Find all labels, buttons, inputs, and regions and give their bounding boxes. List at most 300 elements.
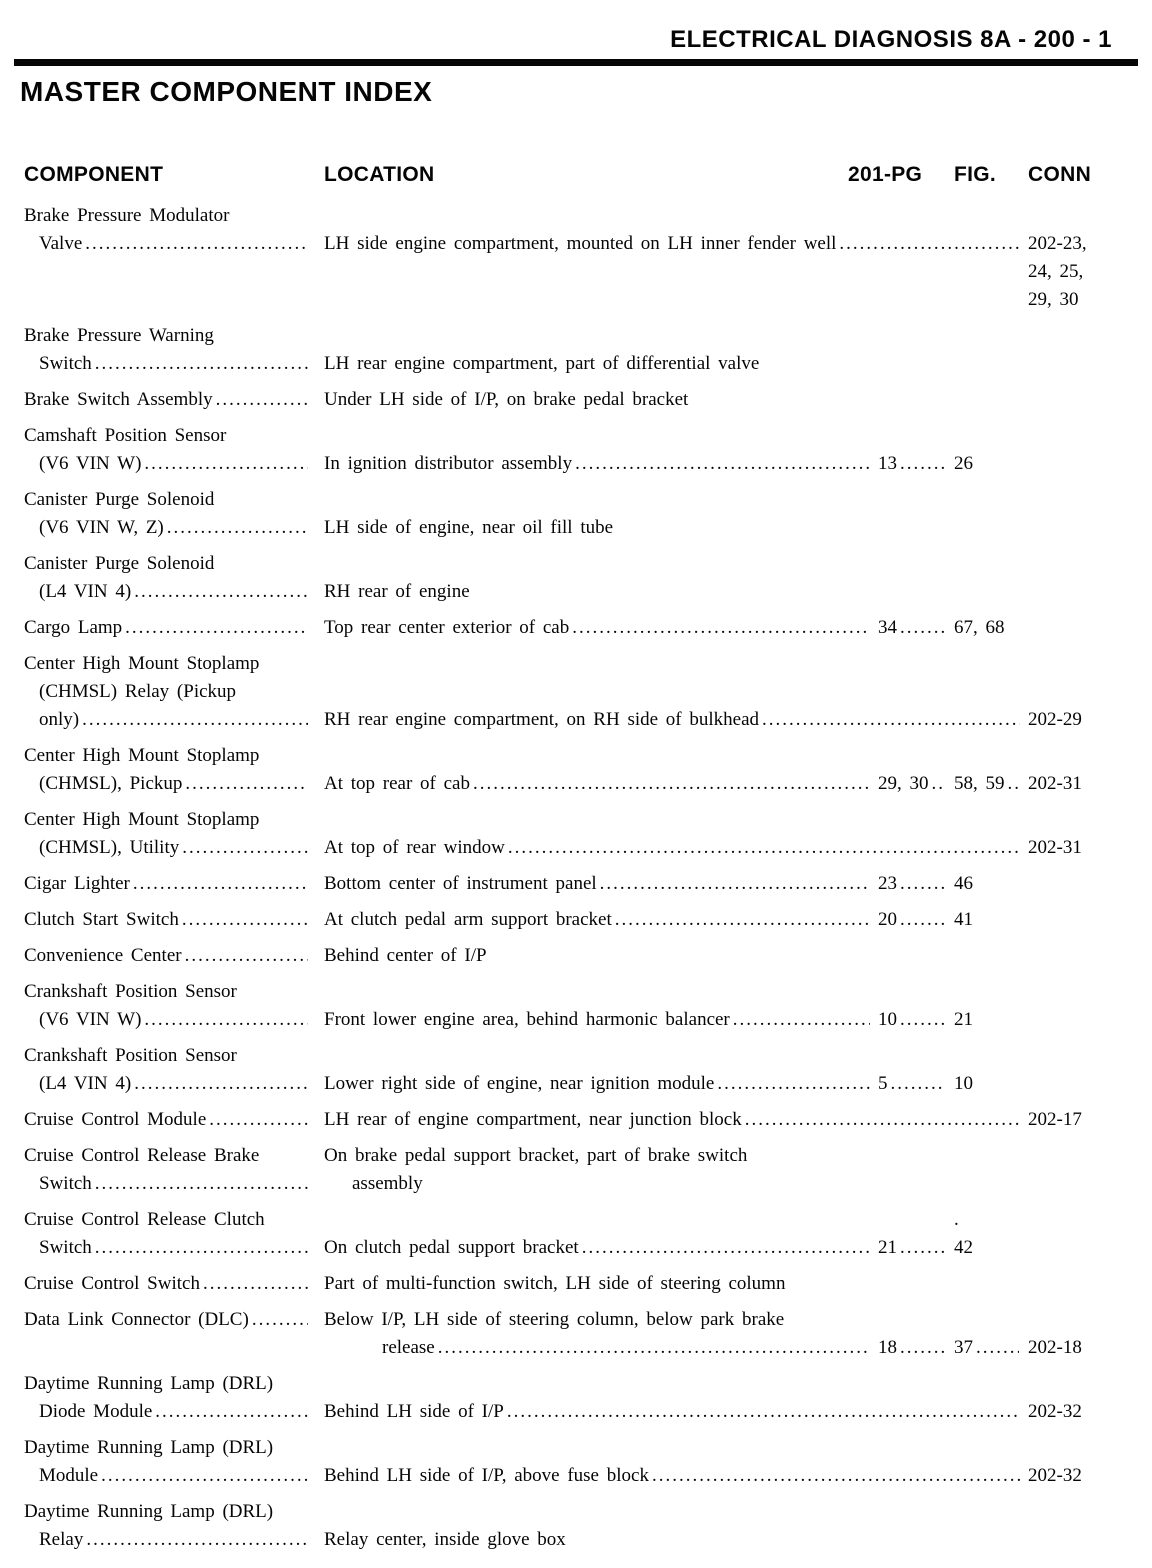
- index-line: [24, 578, 1128, 606]
- component-text: Cruise Control Switch: [24, 1273, 200, 1294]
- location-text: LH side of engine, near oil fill tube: [324, 517, 614, 538]
- dot-leader: [762, 706, 1020, 734]
- component-cell: [24, 1006, 324, 1034]
- component-text: (L4 VIN 4): [39, 581, 132, 602]
- index-entry: [24, 322, 1128, 378]
- index-line: [24, 906, 1128, 934]
- location-cell: [324, 1334, 878, 1362]
- location-cell: [324, 1142, 1128, 1170]
- component-text: Diode Module: [39, 1401, 153, 1422]
- component-text: Canister Purge Solenoid: [24, 489, 215, 510]
- component-text: Cruise Control Release Brake: [24, 1145, 260, 1166]
- component-cell: [24, 770, 324, 798]
- pg-text: 18: [878, 1337, 897, 1358]
- fig-text: 21: [954, 1009, 973, 1030]
- location-cell: [324, 1462, 1028, 1490]
- conn-text: 202-31: [1028, 773, 1082, 794]
- dot-leader: [438, 1334, 870, 1362]
- component-text: Daytime Running Lamp (DRL): [24, 1373, 274, 1394]
- index-line: [24, 1398, 1128, 1426]
- dot-leader: [572, 614, 870, 642]
- index-entry: [24, 978, 1128, 1034]
- dot-leader: [733, 1006, 870, 1034]
- component-cell: [24, 906, 324, 934]
- location-cell: [324, 614, 878, 642]
- component-text: Center High Mount Stoplamp: [24, 653, 260, 674]
- location-text: Top rear center exterior of cab: [324, 617, 570, 638]
- component-text: Valve: [39, 233, 83, 254]
- component-cell: [24, 978, 324, 1006]
- index-entry: [24, 1106, 1128, 1134]
- dot-leader: [1008, 770, 1020, 798]
- index-line: [24, 706, 1128, 734]
- dot-leader: [717, 1070, 870, 1098]
- dot-leader: [932, 770, 946, 798]
- dot-leader: [209, 1106, 308, 1134]
- pg-cell: [878, 770, 954, 798]
- dot-leader: [652, 1462, 1020, 1490]
- index-line: [24, 834, 1128, 862]
- location-cell: [324, 350, 1128, 378]
- component-cell: [24, 450, 324, 478]
- component-text: Crankshaft Position Sensor: [24, 1045, 237, 1066]
- location-text: Under LH side of I/P, on brake pedal bracket: [324, 389, 689, 410]
- dot-leader: [900, 906, 945, 934]
- index-line: [24, 1006, 1128, 1034]
- component-text: (CHMSL) Relay (Pickup: [39, 681, 237, 702]
- pg-text: 10: [878, 1009, 897, 1030]
- pg-cell: [878, 906, 954, 934]
- component-cell: [24, 614, 324, 642]
- index-rows: [24, 202, 1128, 1554]
- dot-leader: [101, 1462, 308, 1490]
- location-cell: [324, 1270, 1128, 1298]
- component-cell: [24, 1498, 324, 1526]
- index-line: [24, 1106, 1128, 1134]
- page-title: MASTER COMPONENT INDEX: [20, 76, 433, 107]
- conn-cell: [1028, 258, 1128, 286]
- dot-leader: [615, 906, 870, 934]
- location-text: At top of rear window: [324, 837, 505, 858]
- index-line: [24, 1142, 1128, 1170]
- location-cell: [324, 906, 878, 934]
- index-entry: [24, 870, 1128, 898]
- dot-leader: [507, 1398, 1020, 1426]
- column-header-location: LOCATION: [324, 163, 435, 186]
- component-cell: [24, 1070, 324, 1098]
- location-cell: [324, 1398, 1028, 1426]
- index-entry: [24, 1042, 1128, 1098]
- location-cell: [324, 578, 1128, 606]
- index-line: [24, 1306, 1128, 1334]
- index-line: [24, 486, 1128, 514]
- component-cell: [24, 650, 324, 678]
- component-cell: [24, 1370, 324, 1398]
- location-text: Bottom center of instrument panel: [324, 873, 597, 894]
- fig-text: 41: [954, 909, 973, 930]
- component-cell: [24, 1106, 324, 1134]
- conn-cell: [1028, 286, 1128, 314]
- component-cell: [24, 1306, 324, 1334]
- header-rule: [14, 59, 1138, 66]
- component-text: (L4 VIN 4): [39, 1073, 132, 1094]
- fig-cell: [954, 906, 1028, 934]
- table-header-row: [24, 162, 1128, 188]
- index-line: [24, 1206, 1128, 1234]
- index-entry: [24, 486, 1128, 542]
- index-line: [24, 978, 1128, 1006]
- index-line: [24, 286, 1128, 314]
- dot-leader: [976, 1334, 1019, 1362]
- component-text: Center High Mount Stoplamp: [24, 745, 260, 766]
- index-line: [24, 450, 1128, 478]
- index-line: [24, 806, 1128, 834]
- conn-cell: [1028, 1334, 1128, 1362]
- dot-leader: [252, 1306, 308, 1334]
- fig-cell: [954, 1206, 1028, 1234]
- dot-leader: [600, 870, 870, 898]
- location-cell: [324, 1006, 878, 1034]
- dot-leader: [134, 1070, 308, 1098]
- component-cell: [24, 422, 324, 450]
- pg-cell: [878, 614, 954, 642]
- component-text: Daytime Running Lamp (DRL): [24, 1501, 274, 1522]
- conn-text: 202-17: [1028, 1109, 1082, 1130]
- dot-leader: [900, 450, 945, 478]
- dot-leader: [900, 1334, 945, 1362]
- pg-text: 13: [878, 453, 897, 474]
- dot-leader: [95, 1234, 308, 1262]
- index-entry: [24, 1434, 1128, 1490]
- component-text: Convenience Center: [24, 945, 182, 966]
- component-text: Cruise Control Release Clutch: [24, 1209, 265, 1230]
- component-text: Module: [39, 1465, 99, 1486]
- fig-cell: [954, 770, 1028, 798]
- column-header-conn: CONN: [1028, 163, 1092, 186]
- component-cell: [24, 1142, 324, 1170]
- index-line: [24, 770, 1128, 798]
- dot-leader: [891, 1070, 946, 1098]
- location-text: Behind LH side of I/P: [324, 1401, 504, 1422]
- location-cell: [324, 942, 1128, 970]
- location-text: On brake pedal support bracket, part of brake switch: [324, 1145, 748, 1166]
- pg-text: 29, 30: [878, 773, 929, 794]
- dot-leader: [745, 1106, 1020, 1134]
- dot-leader: [473, 770, 870, 798]
- index-line: [24, 202, 1128, 230]
- component-text: Cargo Lamp: [24, 617, 123, 638]
- location-text: Below I/P, LH side of steering column, below park brake: [324, 1309, 785, 1330]
- location-cell: [324, 1234, 878, 1262]
- component-text: Brake Switch Assembly: [24, 389, 213, 410]
- index-entry: [24, 422, 1128, 478]
- component-cell: [24, 870, 324, 898]
- dot-leader: [95, 1170, 308, 1198]
- conn-text: 29, 30: [1028, 289, 1079, 310]
- fig-cell: [954, 1070, 1028, 1098]
- fig-cell: [954, 1234, 1028, 1262]
- dot-leader: [125, 614, 308, 642]
- component-cell: [24, 322, 324, 350]
- dot-leader: [144, 450, 308, 478]
- location-text: LH side engine compartment, mounted on LH inner fender well: [324, 233, 837, 254]
- pg-cell: [878, 450, 954, 478]
- component-text: only): [39, 709, 80, 730]
- index-line: [24, 942, 1128, 970]
- dot-leader: [85, 230, 308, 258]
- index-line: [24, 422, 1128, 450]
- component-cell: [24, 1526, 324, 1554]
- component-text: (CHMSL), Pickup: [39, 773, 183, 794]
- component-cell: [24, 514, 324, 542]
- component-cell: [24, 678, 324, 706]
- component-text: Brake Pressure Modulator: [24, 205, 230, 226]
- component-cell: [24, 230, 324, 258]
- index-entry: [24, 1270, 1128, 1298]
- fig-cell: [954, 1006, 1028, 1034]
- dot-leader: [575, 450, 870, 478]
- component-text: (CHMSL), Utility: [39, 837, 180, 858]
- component-text: Switch: [39, 1173, 92, 1194]
- dot-leader: [582, 1234, 870, 1262]
- component-cell: [24, 1234, 324, 1262]
- component-cell: [24, 942, 324, 970]
- index-line: [24, 678, 1128, 706]
- index-line: [24, 742, 1128, 770]
- location-cell: [324, 1306, 1128, 1334]
- location-text: release: [382, 1337, 435, 1358]
- location-cell: [324, 706, 1028, 734]
- location-cell: [324, 514, 1128, 542]
- conn-cell: [1028, 770, 1128, 798]
- dot-leader: [900, 614, 945, 642]
- component-cell: [24, 806, 324, 834]
- index-line: [24, 650, 1128, 678]
- index-line: [24, 230, 1128, 258]
- index-entry: [24, 1306, 1128, 1362]
- component-text: (V6 VIN W): [39, 453, 142, 474]
- component-text: Crankshaft Position Sensor: [24, 981, 237, 1002]
- conn-text: 24, 25,: [1028, 261, 1084, 282]
- location-text: Front lower engine area, behind harmonic balancer: [324, 1009, 730, 1030]
- location-text: RH rear of engine: [324, 581, 470, 602]
- component-text: Daytime Running Lamp (DRL): [24, 1437, 274, 1458]
- dot-leader: [900, 870, 945, 898]
- component-cell: [24, 1042, 324, 1070]
- index-entry: [24, 806, 1128, 862]
- dot-leader: [182, 906, 308, 934]
- conn-text: 202-29: [1028, 709, 1082, 730]
- pg-text: 23: [878, 873, 897, 894]
- location-text: On clutch pedal support bracket: [324, 1237, 579, 1258]
- component-cell: [24, 706, 324, 734]
- location-text: At clutch pedal arm support bracket: [324, 909, 612, 930]
- index-line: [24, 350, 1128, 378]
- component-text: Brake Pressure Warning: [24, 325, 214, 346]
- dot-leader: [82, 706, 308, 734]
- dot-leader: [203, 1270, 308, 1298]
- dot-leader: [508, 834, 1020, 862]
- dot-leader: [144, 1006, 308, 1034]
- index-entry: [24, 650, 1128, 734]
- pg-cell: [878, 1334, 954, 1362]
- location-cell: [324, 386, 1128, 414]
- component-cell: [24, 1170, 324, 1198]
- location-text: Part of multi-function switch, LH side of steering column: [324, 1273, 786, 1294]
- index-line: [24, 1526, 1128, 1554]
- index-line: [24, 1498, 1128, 1526]
- component-cell: [24, 202, 324, 230]
- index-line: [24, 1370, 1128, 1398]
- pg-text: 34: [878, 617, 897, 638]
- pg-cell: [878, 1234, 954, 1262]
- index-line: [24, 614, 1128, 642]
- fig-text: 42: [954, 1237, 973, 1258]
- component-cell: [24, 386, 324, 414]
- component-cell: [24, 742, 324, 770]
- component-cell: [24, 578, 324, 606]
- index-entry: [24, 386, 1128, 414]
- pg-cell: [878, 1006, 954, 1034]
- dot-leader: [95, 350, 308, 378]
- location-cell: [324, 770, 878, 798]
- index-entry: [24, 742, 1128, 798]
- dot-leader: [86, 1526, 308, 1554]
- index-entry: [24, 942, 1128, 970]
- component-text: (V6 VIN W, Z): [39, 517, 164, 538]
- location-text: Lower right side of engine, near ignition module: [324, 1073, 715, 1094]
- column-header-pg: 201-PG: [848, 163, 923, 186]
- index-line: [24, 1334, 1128, 1362]
- fig-text: 46: [954, 873, 973, 894]
- conn-text: 202-31: [1028, 837, 1082, 858]
- index-entry: [24, 1498, 1128, 1554]
- location-cell: [324, 450, 878, 478]
- page-header-text: ELECTRICAL DIAGNOSIS 8A - 200 - 1: [670, 26, 1112, 53]
- column-header-fig: FIG.: [954, 163, 997, 186]
- dot-leader: [900, 1006, 945, 1034]
- index-line: [24, 1234, 1128, 1262]
- fig-text: 26: [954, 453, 973, 474]
- index-entry: [24, 1370, 1128, 1426]
- location-text: Behind LH side of I/P, above fuse block: [324, 1465, 649, 1486]
- component-text: (V6 VIN W): [39, 1009, 142, 1030]
- index-line: [24, 322, 1128, 350]
- location-text: In ignition distributor assembly: [324, 453, 573, 474]
- dot-leader: [839, 230, 1020, 258]
- fig-cell: [954, 1334, 1028, 1362]
- pg-text: 20: [878, 909, 897, 930]
- fig-cell: [954, 614, 1028, 642]
- dot-leader: [185, 770, 308, 798]
- fig-text: 58, 59: [954, 773, 1005, 794]
- conn-cell: [1028, 1462, 1128, 1490]
- component-cell: [24, 1434, 324, 1462]
- conn-cell: [1028, 1106, 1128, 1134]
- fig-cell: [954, 450, 1028, 478]
- conn-cell: [1028, 706, 1128, 734]
- index-line: [24, 870, 1128, 898]
- conn-cell: [1028, 230, 1128, 258]
- pg-text: 21: [878, 1237, 897, 1258]
- component-text: Center High Mount Stoplamp: [24, 809, 260, 830]
- index-line: [24, 514, 1128, 542]
- index-line: [24, 258, 1128, 286]
- index-line: [24, 1170, 1128, 1198]
- component-text: Cruise Control Module: [24, 1109, 207, 1130]
- component-text: Cigar Lighter: [24, 873, 130, 894]
- pg-text: 5: [878, 1073, 888, 1094]
- index-entry: [24, 1206, 1128, 1262]
- component-text: Clutch Start Switch: [24, 909, 179, 930]
- pg-cell: [878, 870, 954, 898]
- conn-cell: [1028, 834, 1128, 862]
- component-text: Camshaft Position Sensor: [24, 425, 227, 446]
- location-text: RH rear engine compartment, on RH side of bulkhead: [324, 709, 760, 730]
- conn-cell: [1028, 1398, 1128, 1426]
- dot-leader: [167, 514, 308, 542]
- component-cell: [24, 350, 324, 378]
- location-text: At top rear of cab: [324, 773, 470, 794]
- component-cell: [24, 550, 324, 578]
- component-cell: [24, 1270, 324, 1298]
- index-entry: [24, 1142, 1128, 1198]
- conn-text: 202-18: [1028, 1337, 1082, 1358]
- location-cell: [324, 230, 1028, 258]
- index-entry: [24, 550, 1128, 606]
- fig-text: .: [954, 1209, 959, 1230]
- index-line: [24, 1070, 1128, 1098]
- component-text: Canister Purge Solenoid: [24, 553, 215, 574]
- location-cell: [324, 870, 878, 898]
- index-line: [24, 1434, 1128, 1462]
- location-cell: [324, 1106, 1028, 1134]
- index-entry: [24, 906, 1128, 934]
- index-entry: [24, 614, 1128, 642]
- component-cell: [24, 834, 324, 862]
- dot-leader: [155, 1398, 308, 1426]
- component-cell: [24, 486, 324, 514]
- location-cell: [324, 1526, 1128, 1554]
- index-line: [24, 1042, 1128, 1070]
- location-text: LH rear engine compartment, part of differential valve: [324, 353, 760, 374]
- fig-text: 37: [954, 1337, 973, 1358]
- index-line: [24, 550, 1128, 578]
- index-entry: [24, 202, 1128, 314]
- dot-leader: [216, 386, 308, 414]
- location-cell: [324, 1070, 878, 1098]
- conn-text: 202-32: [1028, 1465, 1082, 1486]
- index-line: [24, 1462, 1128, 1490]
- component-cell: [24, 1398, 324, 1426]
- pg-cell: [878, 1070, 954, 1098]
- component-text: Switch: [39, 1237, 92, 1258]
- component-cell: [24, 1206, 324, 1234]
- location-cell: [324, 1170, 1128, 1198]
- fig-text: 10: [954, 1073, 973, 1094]
- column-header-component: COMPONENT: [24, 163, 164, 186]
- location-text: LH rear of engine compartment, near junction block: [324, 1109, 742, 1130]
- location-text: assembly: [352, 1173, 423, 1194]
- component-text: Switch: [39, 353, 92, 374]
- location-text: Behind center of I/P: [324, 945, 487, 966]
- index-line: [24, 386, 1128, 414]
- dot-leader: [133, 870, 308, 898]
- conn-text: 202-23,: [1028, 233, 1087, 254]
- dot-leader: [900, 1234, 945, 1262]
- location-text: Relay center, inside glove box: [324, 1529, 566, 1550]
- fig-cell: [954, 870, 1028, 898]
